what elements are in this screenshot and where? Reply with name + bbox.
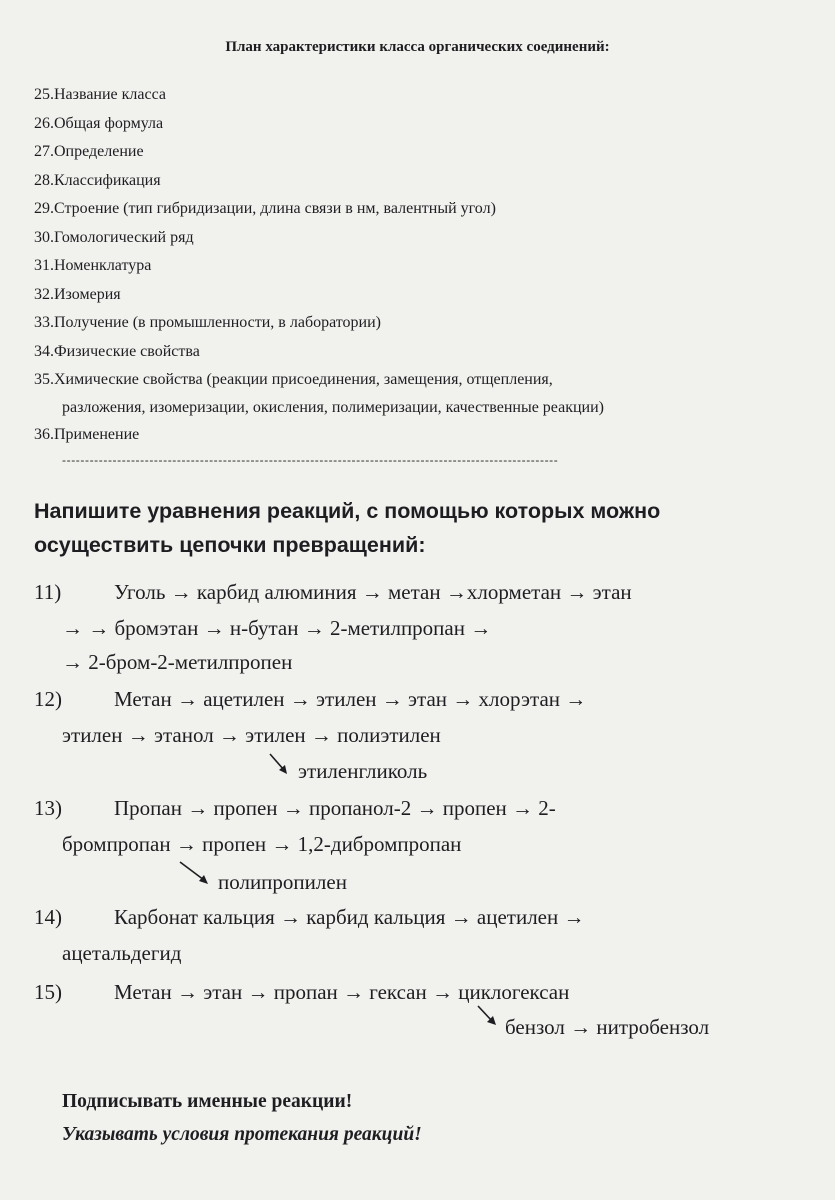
chain-13-branch: полипропилен xyxy=(218,870,347,894)
plan-title: План характеристики класса органических соединений: xyxy=(225,39,610,55)
footer-note-named-reactions: Подписывать именные реакции! xyxy=(62,1091,353,1112)
plan-item: 28.Классификация xyxy=(34,171,161,189)
footer-note-conditions: Указывать условия протекания реакций! xyxy=(62,1124,422,1145)
chain-12-text-2: этилен → этанол → этилен → полиэтилен xyxy=(62,723,441,747)
chain-14-number: 14) xyxy=(34,905,62,929)
chain-13-text-1: Пропан → пропен → пропанол-2 → пропен → 2- xyxy=(114,796,556,820)
plan-item: 32.Изомерия xyxy=(34,285,121,303)
chain-15-line-1 xyxy=(34,980,569,1005)
plan-list xyxy=(34,81,604,449)
chain-11-number: 11) xyxy=(34,580,62,604)
branch-arrow-icon xyxy=(268,752,292,778)
task-heading-line-1: Напишите уравнения реакций, с помощью которых можно xyxy=(34,499,661,523)
chain-13-text-2: бромпропан → пропен → 1,2-дибромпропан xyxy=(62,832,462,856)
chain-14-text-2: ацетальдегид xyxy=(62,941,182,965)
task-heading xyxy=(34,494,660,562)
plan-item: 26.Общая формула xyxy=(34,114,164,132)
plan-item-35-continuation: разложения, изомеризации, окисления, полимеризации, качественные реакции) xyxy=(62,398,604,416)
plan-item-35 xyxy=(34,366,604,421)
chain-15-branch: бензол → нитробензол xyxy=(505,1015,710,1039)
plan-item-35-text: 35.Химические свойства (реакции присоединения, замещения, отщепления, xyxy=(34,371,553,388)
plan-item: 29.Строение (тип гибридизации, длина связи в нм, валентный угол) xyxy=(34,200,496,217)
plan-item: 31.Номенклатура xyxy=(34,257,152,274)
dashed-divider: ------------------------------------------------------------------------------------------------------------ xyxy=(62,453,559,467)
plan-item: 36.Применение xyxy=(34,425,140,443)
plan-item: 27.Определение xyxy=(34,143,144,160)
chain-11-text-2: → → бромэтан → н-бутан → 2-метилпропан → xyxy=(62,616,492,640)
branch-arrow-icon xyxy=(476,1004,502,1030)
chain-14-text-1: Карбонат кальция → карбид кальция → ацетилен → xyxy=(114,905,585,929)
chain-11-text-1: Уголь → карбид алюминия → метан →хлорметан → этан xyxy=(114,580,632,604)
chain-12-branch: этиленгликоль xyxy=(298,759,428,783)
chain-12-text-1: Метан → ацетилен → этилен → этан → хлорэтан → xyxy=(114,687,587,711)
plan-item: 30.Гомологический ряд xyxy=(34,228,194,246)
chain-11-text-3: → 2-бром-2-метилпропен xyxy=(62,650,293,674)
task-heading-line-2: осуществить цепочки превращений: xyxy=(34,533,426,557)
chain-12-line-1 xyxy=(34,687,586,712)
chain-13-number: 13) xyxy=(34,796,62,820)
chain-14-line-1 xyxy=(34,905,585,930)
chain-11-line-1 xyxy=(34,580,632,605)
plan-item: 34.Физические свойства xyxy=(34,342,200,360)
chain-15-text-1: Метан → этан → пропан → гексан → циклогексан xyxy=(114,980,570,1004)
chain-12-number: 12) xyxy=(34,687,62,711)
chain-15-number: 15) xyxy=(34,980,62,1004)
plan-item: 33.Получение (в промышленности, в лаборатории) xyxy=(34,314,382,331)
chain-13-line-1 xyxy=(34,796,556,821)
branch-arrow-icon xyxy=(178,860,214,888)
plan-item: 25.Название класса xyxy=(34,86,167,103)
